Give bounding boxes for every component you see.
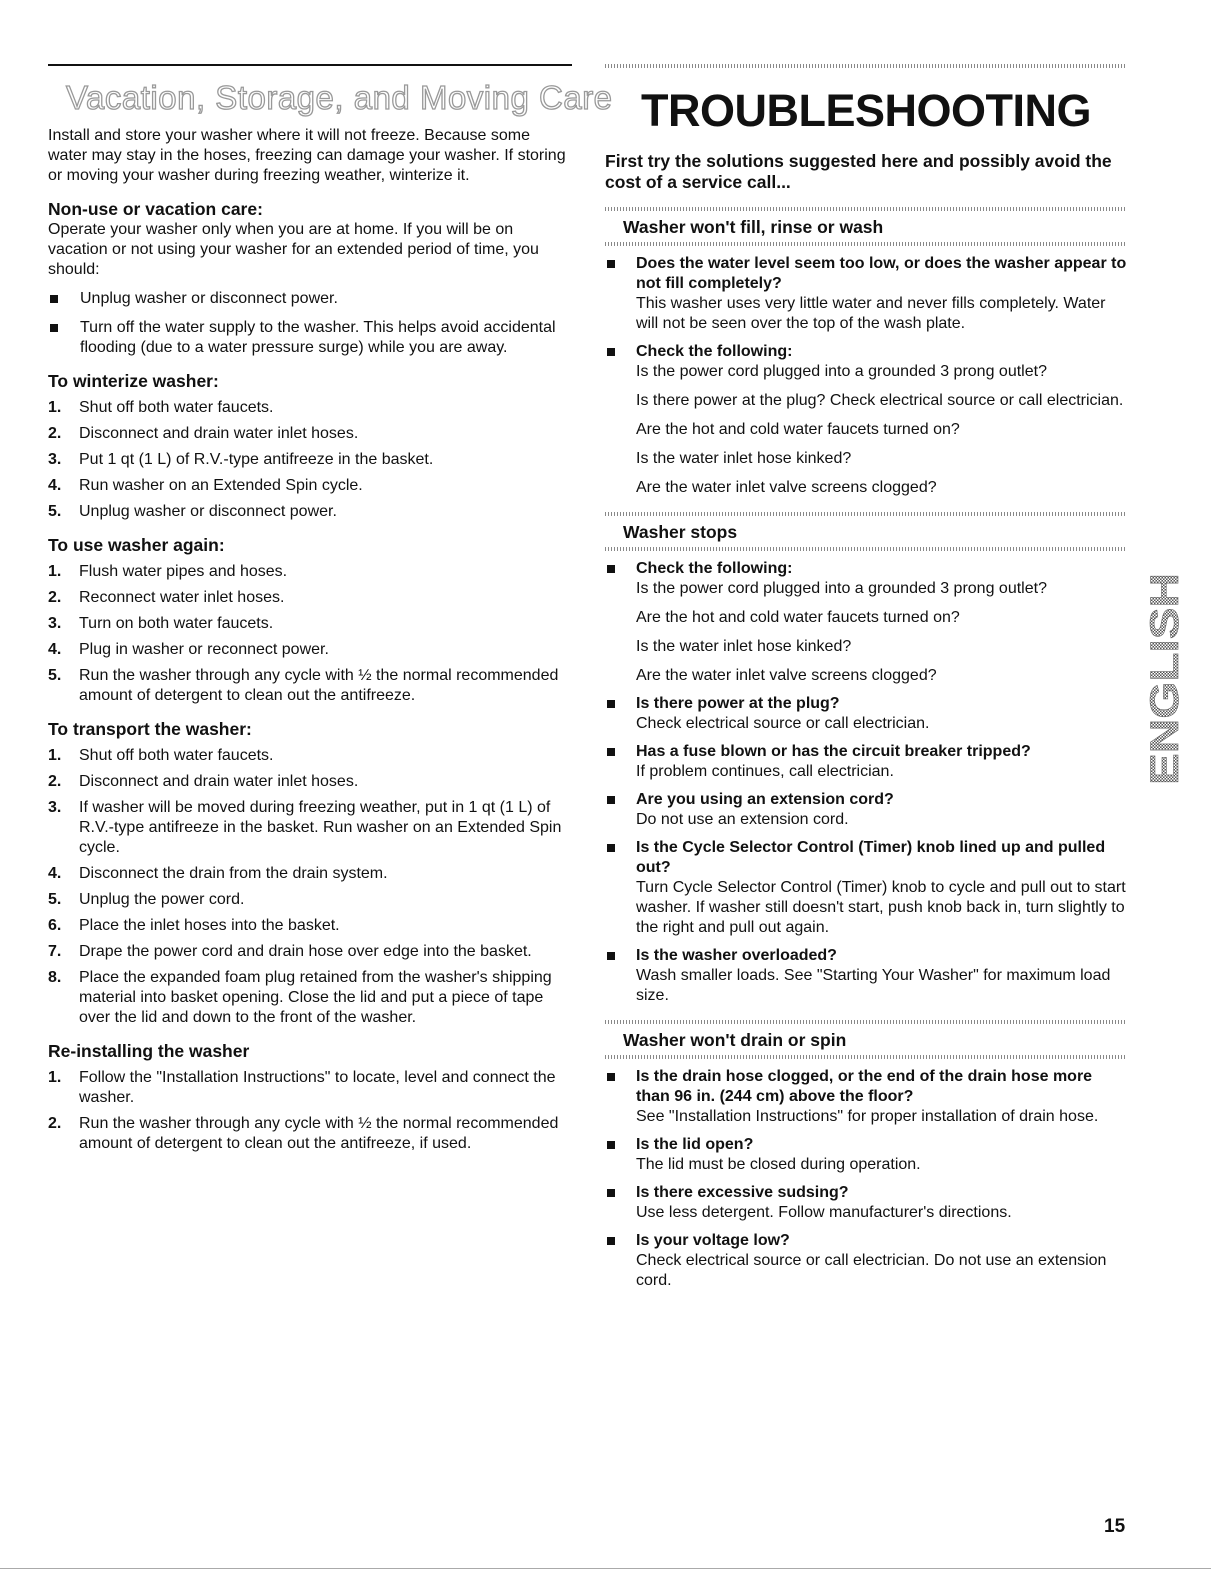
list-item <box>605 254 1127 334</box>
list-item <box>605 559 1127 686</box>
bullet-icon <box>607 952 615 960</box>
step-text: Flush water pipes and hoses. <box>79 563 288 580</box>
step-number: 1. <box>48 1069 62 1086</box>
step-number: 5. <box>48 503 62 520</box>
left-column <box>48 64 613 1154</box>
step-number: 6. <box>48 917 62 934</box>
winterize-steps <box>48 398 572 522</box>
question: Has a fuse blown or has the circuit breaker tripped? <box>636 743 1031 760</box>
step-text: Drape the power cord and drain hose over edge into the basket. <box>79 943 532 960</box>
question: Are you using an extension cord? <box>636 791 894 808</box>
answer: Are the water inlet valve screens clogged? <box>636 479 937 496</box>
answer: Use less detergent. Follow manufacturer's directions. <box>636 1204 1012 1221</box>
list-item <box>48 798 572 858</box>
step-number: 1. <box>48 747 62 764</box>
step-text: Run washer on an Extended Spin cycle. <box>79 477 363 494</box>
step-number: 5. <box>48 667 62 684</box>
bullet-icon <box>607 1189 615 1197</box>
list-item <box>48 772 572 792</box>
language-side-tab <box>1143 570 1187 788</box>
nonuse-text: Operate your washer only when you are at home. If you will be on vacation or not using your washer for an extended period of time, you should: <box>48 221 539 278</box>
list-item <box>48 746 572 766</box>
answer: Is the power cord plugged into a grounded 3 prong outlet? <box>636 580 1047 597</box>
answer: Are the hot and cold water faucets turned on? <box>636 609 960 626</box>
step-text: Unplug washer or disconnect power. <box>79 503 337 520</box>
step-text: Disconnect and drain water inlet hoses. <box>79 773 359 790</box>
step-number: 1. <box>48 563 62 580</box>
step-number: 4. <box>48 477 62 494</box>
answer: Is the power cord plugged into a grounded 3 prong outlet? <box>636 363 1047 380</box>
step-number: 4. <box>48 865 62 882</box>
side-tab-label: ENGLISH <box>1143 607 1187 785</box>
list-item <box>48 640 572 660</box>
question: Check the following: <box>636 560 793 577</box>
hatch-divider <box>605 207 1127 211</box>
step-number: 5. <box>48 891 62 908</box>
step-number: 7. <box>48 943 62 960</box>
step-number: 8. <box>48 969 62 986</box>
hatch-divider <box>605 512 1127 516</box>
step-number: 1. <box>48 399 62 416</box>
step-text: Put 1 qt (1 L) of R.V.-type antifreeze in the basket. <box>79 451 434 468</box>
bottom-rule <box>0 1568 1211 1569</box>
answer: Are the hot and cold water faucets turned on? <box>636 421 960 438</box>
question: Does the water level seem too low, or does the washer appear to not fill completely? <box>636 255 1127 292</box>
step-text: Place the expanded foam plug retained from the washer's shipping material into basket opening. Close the lid and put a piece of tape over the lid and down to the front of the washer. <box>79 969 552 1026</box>
list-item <box>605 1067 1127 1127</box>
hatch-divider <box>605 242 1127 246</box>
step-text: Disconnect the drain from the drain system. <box>79 865 388 882</box>
list-item <box>48 562 572 582</box>
troubleshooting-title: TROUBLESHOOTING <box>641 85 1091 136</box>
list-item <box>605 694 1127 734</box>
list-item <box>605 1183 1127 1223</box>
bullet-icon <box>607 748 615 756</box>
question: Is there excessive sudsing? <box>636 1184 849 1201</box>
answer: Check electrical source or call electrician. Do not use an extension cord. <box>636 1252 1107 1289</box>
answer: Do not use an extension cord. <box>636 811 849 828</box>
answer: Are the water inlet valve screens clogged? <box>636 667 937 684</box>
step-text: Shut off both water faucets. <box>79 399 274 416</box>
bullet-icon <box>607 1073 615 1081</box>
list-item <box>48 398 572 418</box>
page-number: 15 <box>1104 1516 1126 1537</box>
bullet-icon <box>607 700 615 708</box>
question: Is the drain hose clogged, or the end of the drain hose more than 96 in. (244 cm) above the floor? <box>636 1068 1093 1105</box>
question: Is the lid open? <box>636 1136 754 1153</box>
list-item: Unplug washer or disconnect power. <box>48 289 572 309</box>
list-item <box>48 942 572 962</box>
list-item <box>605 946 1127 1006</box>
bullet-icon <box>607 348 615 356</box>
troubleshooting-intro: First try the solutions suggested here and possibly avoid the cost of a service call... <box>605 151 1112 192</box>
hatch-divider <box>605 64 1127 68</box>
answer: The lid must be closed during operation. <box>636 1156 921 1173</box>
answer: Check electrical source or call electrician. <box>636 715 930 732</box>
question: Is the Cycle Selector Control (Timer) knob lined up and pulled out? <box>636 839 1106 876</box>
bullet-icon <box>607 796 615 804</box>
answer: If problem continues, call electrician. <box>636 763 894 780</box>
step-text: Shut off both water faucets. <box>79 747 274 764</box>
list-item <box>48 1068 572 1108</box>
bullet-icon <box>607 565 615 573</box>
answer: Turn Cycle Selector Control (Timer) knob to cycle and pull out to start washer. If washer still doesn't start, push knob back in, turn slightly to the right and pull out again. <box>636 879 1126 936</box>
step-text: Reconnect water inlet hoses. <box>79 589 285 606</box>
step-text: Turn on both water faucets. <box>79 615 274 632</box>
step-text: Plug in washer or reconnect power. <box>79 641 329 658</box>
list-item <box>48 968 572 1028</box>
step-number: 3. <box>48 451 62 468</box>
drain-heading: Washer won't drain or spin <box>623 1030 847 1050</box>
transport-steps <box>48 746 572 1028</box>
bullet-icon <box>607 1141 615 1149</box>
list-item <box>48 864 572 884</box>
right-column <box>605 64 1127 1291</box>
step-number: 2. <box>48 1115 62 1132</box>
fill-section <box>605 207 1127 498</box>
fill-items <box>605 254 1127 498</box>
bullet-icon <box>607 260 615 268</box>
list-item <box>48 588 572 608</box>
answer: See "Installation Instructions" for proper installation of drain hose. <box>636 1108 1099 1125</box>
stops-section <box>605 512 1127 1006</box>
step-number: 3. <box>48 615 62 632</box>
reinstall-steps <box>48 1068 572 1154</box>
hatch-divider <box>605 1020 1127 1024</box>
list-item: Turn off the water supply to the washer. This helps avoid accidental flooding (due to a water pressure surge) while you are away. <box>48 318 572 358</box>
hatch-divider <box>605 1055 1127 1059</box>
answer: Is the water inlet hose kinked? <box>636 450 852 467</box>
drain-section <box>605 1020 1127 1291</box>
answer: Is the water inlet hose kinked? <box>636 638 852 655</box>
step-text: Follow the "Installation Instructions" to locate, level and connect the washer. <box>79 1069 556 1106</box>
question: Check the following: <box>636 343 793 360</box>
question: Is there power at the plug? <box>636 695 840 712</box>
list-item <box>48 666 572 706</box>
question: Is your voltage low? <box>636 1232 790 1249</box>
list-item <box>605 838 1127 938</box>
transport-heading: To transport the washer: <box>48 719 252 739</box>
use-again-steps <box>48 562 572 706</box>
hatch-divider <box>605 547 1127 551</box>
list-item <box>48 424 572 444</box>
list-item <box>605 1231 1127 1291</box>
intro-paragraph: Install and store your washer where it will not freeze. Because some water may stay in the hoses, freezing can damage your washer. If storing or moving your washer during freezing weather, winterize it. <box>48 127 566 184</box>
step-text: Disconnect and drain water inlet hoses. <box>79 425 359 442</box>
list-item <box>605 790 1127 830</box>
step-number: 2. <box>48 773 62 790</box>
stops-items <box>605 559 1127 1006</box>
step-number: 4. <box>48 641 62 658</box>
list-item <box>48 476 572 496</box>
bullet-icon <box>50 324 58 332</box>
list-item <box>605 1135 1127 1175</box>
list-item <box>48 614 572 634</box>
drain-items <box>605 1067 1127 1291</box>
bullet-icon <box>607 1237 615 1245</box>
top-rule <box>48 64 572 66</box>
winterize-heading: To winterize washer: <box>48 371 219 391</box>
nonuse-bullets <box>48 289 572 358</box>
section-title: Vacation, Storage, and Moving Care <box>66 79 613 116</box>
list-item <box>48 502 572 522</box>
answer: Is there power at the plug? Check electrical source or call electrician. <box>636 392 1124 409</box>
step-text: Run the washer through any cycle with ½ the normal recommended amount of detergent to clean out the antifreeze. <box>79 667 559 704</box>
step-text: Place the inlet hoses into the basket. <box>79 917 340 934</box>
step-text: If washer will be moved during freezing weather, put in 1 qt (1 L) of R.V.-type antifreeze in the basket. Run washer on an Extended Spin cycle. <box>79 799 562 856</box>
list-item <box>605 342 1127 498</box>
list-item <box>48 1114 572 1154</box>
stops-heading: Washer stops <box>623 522 738 542</box>
answer: This washer uses very little water and never fills completely. Water will not be seen over the top of the wash plate. <box>636 295 1106 332</box>
step-number: 3. <box>48 799 62 816</box>
step-number: 2. <box>48 425 62 442</box>
list-item <box>605 742 1127 782</box>
use-again-heading: To use washer again: <box>48 535 225 555</box>
nonuse-heading: Non-use or vacation care: <box>48 199 263 219</box>
list-item <box>48 916 572 936</box>
step-text: Unplug the power cord. <box>79 891 245 908</box>
bullet-icon <box>50 295 58 303</box>
answer: Wash smaller loads. See "Starting Your Washer" for maximum load size. <box>636 967 1111 1004</box>
reinstall-heading: Re-installing the washer <box>48 1041 250 1061</box>
question: Is the washer overloaded? <box>636 947 837 964</box>
step-number: 2. <box>48 589 62 606</box>
fill-heading: Washer won't fill, rinse or wash <box>623 217 884 237</box>
bullet-icon <box>607 844 615 852</box>
step-text: Run the washer through any cycle with ½ the normal recommended amount of detergent to clean out the antifreeze, if used. <box>79 1115 559 1152</box>
list-item <box>48 450 572 470</box>
list-item <box>48 890 572 910</box>
